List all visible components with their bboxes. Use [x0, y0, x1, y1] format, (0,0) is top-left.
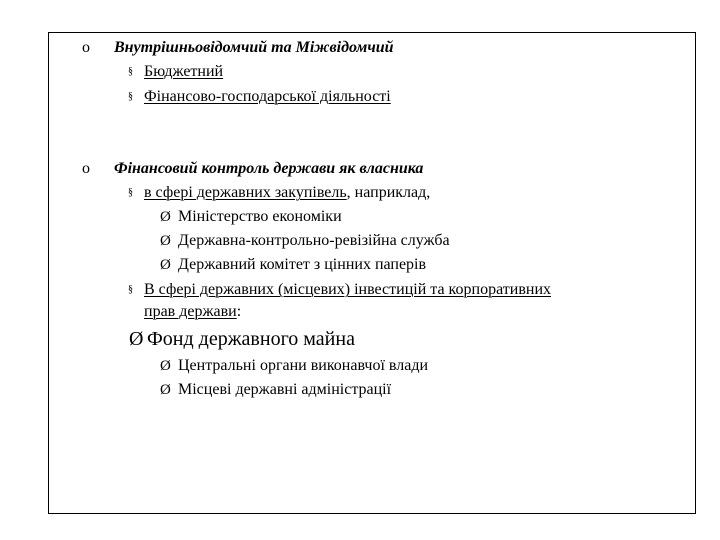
square-bullet-icon: §	[128, 91, 133, 102]
procurement-rest: , наприклад,	[346, 184, 431, 201]
procurement-subitem: Міністерство економіки	[178, 208, 342, 225]
procurement-subitem: Державна-контрольно-ревізійна служба	[178, 232, 450, 249]
procurement-lead: в сфері державних закупівель	[144, 184, 347, 201]
big-arrow-bullet-icon: Ø	[129, 328, 144, 350]
arrow-bullet-icon: Ø	[160, 233, 171, 249]
section-2-item-procurement	[144, 183, 430, 203]
circle-bullet-icon: o	[82, 160, 90, 177]
arrow-bullet-icon: Ø	[160, 382, 171, 398]
section-2-item-investments-line1: В сфері державних (місцевих) інвестицій та корпоративних	[144, 281, 551, 298]
arrow-bullet-icon: Ø	[160, 257, 171, 273]
investments-subitem: Центральні органи виконавчої влади	[178, 357, 429, 374]
square-bullet-icon: §	[128, 66, 133, 77]
investments-subitem: Місцеві державні адміністрації	[178, 381, 392, 398]
square-bullet-icon: §	[128, 187, 133, 198]
investments-lead: прав держави	[144, 303, 237, 320]
circle-bullet-icon: o	[82, 39, 90, 56]
square-bullet-icon: §	[128, 284, 133, 295]
section-1-heading: Внутрішньовідомчий та Міжвідомчий	[114, 39, 394, 56]
investments-rest: :	[236, 303, 242, 320]
section-2-item-investments-line2	[144, 302, 241, 322]
fund-state-property-item: Фонд державного майна	[147, 328, 355, 350]
arrow-bullet-icon: Ø	[160, 358, 171, 374]
arrow-bullet-icon: Ø	[160, 209, 171, 225]
section-2-heading: Фінансовий контроль держави як власника	[114, 160, 424, 177]
procurement-subitem: Державний комітет з цінних паперів	[178, 256, 427, 273]
section-1-item-financial: Фінансово-господарської діяльності	[144, 88, 391, 105]
section-1-item-budget: Бюджетний	[144, 63, 224, 80]
